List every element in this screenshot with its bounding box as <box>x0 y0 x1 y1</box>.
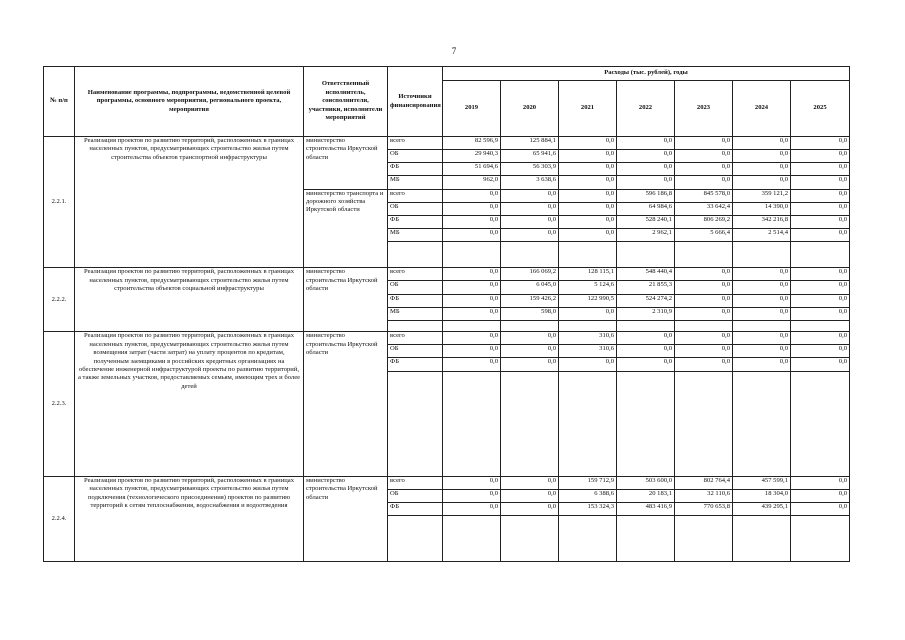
expense-value: 0,0 <box>501 476 559 489</box>
expense-value: 0,0 <box>559 176 617 189</box>
expense-value: 528 240,1 <box>617 215 675 228</box>
expense-value: 310,6 <box>559 332 617 345</box>
empty-cell <box>443 371 501 476</box>
expense-value: 0,0 <box>559 189 617 202</box>
empty-cell <box>559 516 617 562</box>
funding-source: ОБ <box>388 281 443 294</box>
expense-value: 0,0 <box>675 294 733 307</box>
item-name: Реализация проектов по развитию территорий, расположенных в границах населенных пунктов, предусматривающих строительство жилья путем строительства объектов социальной инфраструктуры <box>75 268 304 332</box>
expense-value: 2 962,1 <box>617 228 675 241</box>
expense-value: 0,0 <box>617 332 675 345</box>
empty-cell <box>388 371 443 476</box>
expense-value: 0,0 <box>501 332 559 345</box>
expense-value: 806 269,2 <box>675 215 733 228</box>
expense-value: 0,0 <box>675 358 733 371</box>
expense-value: 0,0 <box>501 502 559 515</box>
expense-value: 0,0 <box>791 228 850 241</box>
expense-value: 0,0 <box>443 294 501 307</box>
expense-value: 0,0 <box>617 163 675 176</box>
funding-source: МБ <box>388 228 443 241</box>
header-no: № п/п <box>44 67 75 137</box>
page-number: 7 <box>451 46 457 56</box>
expense-value: 14 390,0 <box>733 202 791 215</box>
expense-value: 0,0 <box>501 202 559 215</box>
expense-value: 0,0 <box>501 215 559 228</box>
empty-cell <box>501 242 559 268</box>
header-name: Наименование программы, подпрограммы, ведомственной целевой программы, основного мероприятия, регионального проекта, мероприятия <box>75 67 304 137</box>
funding-source: ФБ <box>388 163 443 176</box>
item-executor: министерство строительства Иркутской области <box>304 268 388 332</box>
expense-value: 962,0 <box>443 176 501 189</box>
empty-cell <box>501 320 559 331</box>
empty-cell <box>791 516 850 562</box>
table-row <box>44 268 850 281</box>
expenditure-table <box>43 66 850 562</box>
expense-value: 0,0 <box>559 202 617 215</box>
expense-value: 0,0 <box>733 281 791 294</box>
expense-value: 0,0 <box>791 202 850 215</box>
empty-cell <box>559 320 617 331</box>
item-code: 2.2.4. <box>44 476 75 561</box>
empty-cell <box>501 516 559 562</box>
expense-value: 0,0 <box>443 307 501 320</box>
expense-value: 0,0 <box>675 176 733 189</box>
funding-source: ОБ <box>388 202 443 215</box>
expense-value: 0,0 <box>733 294 791 307</box>
expense-value: 802 764,4 <box>675 476 733 489</box>
expense-value: 153 324,3 <box>559 502 617 515</box>
empty-cell <box>443 320 501 331</box>
funding-source: ОБ <box>388 345 443 358</box>
expense-value: 0,0 <box>791 358 850 371</box>
expense-value: 0,0 <box>791 294 850 307</box>
expense-value: 0,0 <box>443 202 501 215</box>
expense-value: 0,0 <box>559 307 617 320</box>
expense-value: 0,0 <box>617 358 675 371</box>
expense-value: 0,0 <box>733 137 791 150</box>
empty-cell <box>559 242 617 268</box>
expense-value: 0,0 <box>559 163 617 176</box>
expense-value: 0,0 <box>559 150 617 163</box>
expense-value: 29 940,3 <box>443 150 501 163</box>
expense-value: 0,0 <box>791 150 850 163</box>
expense-value: 0,0 <box>443 332 501 345</box>
expense-value: 0,0 <box>733 345 791 358</box>
empty-cell <box>791 371 850 476</box>
expense-value: 125 884,1 <box>501 137 559 150</box>
expense-value: 457 599,1 <box>733 476 791 489</box>
expense-value: 0,0 <box>443 489 501 502</box>
expense-value: 0,0 <box>559 358 617 371</box>
expense-value: 0,0 <box>675 332 733 345</box>
item-name: Реализация проектов по развитию территорий, расположенных в границах населенных пунктов, предусматривающих строительство жилья путем подключения (технологического присоединения) проектов по развитию территорий к сетям теплоснабжения, водоснабжения и водоотведения <box>75 476 304 561</box>
expense-value: 770 653,8 <box>675 502 733 515</box>
expense-value: 21 855,3 <box>617 281 675 294</box>
funding-source: всего <box>388 268 443 281</box>
expense-value: 0,0 <box>617 176 675 189</box>
header-year: 2025 <box>791 81 850 137</box>
item-name: Реализация проектов по развитию территорий, расположенных в границах населенных пунктов, предусматривающих строительство жилья путем возмещения затрат (части затрат) на уплату процентов по кредитам, полученным заемщиками в российских кредитных организациях на обеспечение инженерной инфраструктурой проекты по развитию территорий, а также земельных участков, предоставляемых семьям, имеющим трех и более детей <box>75 332 304 476</box>
empty-cell <box>733 320 791 331</box>
empty-cell <box>675 320 733 331</box>
expense-value: 0,0 <box>675 345 733 358</box>
expense-value: 598,0 <box>501 307 559 320</box>
expense-value: 2 514,4 <box>733 228 791 241</box>
expense-value: 503 600,0 <box>617 476 675 489</box>
expense-value: 359 121,2 <box>733 189 791 202</box>
expense-value: 0,0 <box>443 268 501 281</box>
table-row <box>44 332 850 345</box>
expense-value: 0,0 <box>733 358 791 371</box>
expense-value: 0,0 <box>791 137 850 150</box>
expense-value: 51 694,6 <box>443 163 501 176</box>
empty-cell <box>443 516 501 562</box>
expense-value: 0,0 <box>791 489 850 502</box>
expense-value: 65 941,6 <box>501 150 559 163</box>
funding-source: ФБ <box>388 215 443 228</box>
expense-value: 0,0 <box>501 228 559 241</box>
expense-value: 0,0 <box>733 307 791 320</box>
funding-source: МБ <box>388 307 443 320</box>
expense-value: 56 303,9 <box>501 163 559 176</box>
expense-value: 18 304,0 <box>733 489 791 502</box>
header-year: 2019 <box>443 81 501 137</box>
empty-cell <box>791 320 850 331</box>
empty-cell <box>617 320 675 331</box>
expense-value: 0,0 <box>791 281 850 294</box>
expense-value: 0,0 <box>791 189 850 202</box>
expense-value: 0,0 <box>675 268 733 281</box>
expense-value: 0,0 <box>501 489 559 502</box>
empty-cell <box>501 371 559 476</box>
header-year: 2023 <box>675 81 733 137</box>
empty-cell <box>388 242 443 268</box>
header-expenses: Расходы (тыс. рублей), годы <box>443 67 850 81</box>
empty-cell <box>733 516 791 562</box>
expense-value: 596 186,8 <box>617 189 675 202</box>
empty-cell <box>617 242 675 268</box>
header-year: 2020 <box>501 81 559 137</box>
empty-cell <box>559 371 617 476</box>
empty-cell <box>443 242 501 268</box>
expense-value: 548 440,4 <box>617 268 675 281</box>
expense-value: 0,0 <box>733 176 791 189</box>
expense-value: 0,0 <box>617 137 675 150</box>
empty-cell <box>388 320 443 331</box>
expense-value: 159 712,9 <box>559 476 617 489</box>
item-code: 2.2.2. <box>44 268 75 332</box>
expense-value: 0,0 <box>617 150 675 163</box>
expense-value: 0,0 <box>443 215 501 228</box>
empty-cell <box>791 242 850 268</box>
funding-source: всего <box>388 332 443 345</box>
expense-value: 0,0 <box>501 345 559 358</box>
expense-value: 159 426,2 <box>501 294 559 307</box>
funding-source: всего <box>388 476 443 489</box>
expense-value: 0,0 <box>443 358 501 371</box>
header-year: 2022 <box>617 81 675 137</box>
expense-value: 82 596,9 <box>443 137 501 150</box>
expense-value: 439 295,1 <box>733 502 791 515</box>
empty-cell <box>675 516 733 562</box>
expense-value: 0,0 <box>443 345 501 358</box>
expense-value: 0,0 <box>501 358 559 371</box>
header-year: 2021 <box>559 81 617 137</box>
expense-value: 5 124,6 <box>559 281 617 294</box>
expense-value: 0,0 <box>791 176 850 189</box>
empty-cell <box>733 242 791 268</box>
expense-value: 0,0 <box>791 502 850 515</box>
expense-value: 5 666,4 <box>675 228 733 241</box>
expense-value: 6 045,0 <box>501 281 559 294</box>
empty-cell <box>675 242 733 268</box>
expense-value: 0,0 <box>559 215 617 228</box>
expense-value: 0,0 <box>675 137 733 150</box>
funding-source: МБ <box>388 176 443 189</box>
item-executor: министерство транспорта и дорожного хозяйства Иркутской области <box>304 189 388 268</box>
expense-value: 0,0 <box>443 476 501 489</box>
table-row <box>44 137 850 150</box>
empty-cell <box>617 371 675 476</box>
funding-source: всего <box>388 137 443 150</box>
expense-value: 0,0 <box>791 476 850 489</box>
expense-value: 0,0 <box>733 150 791 163</box>
expense-value: 3 638,6 <box>501 176 559 189</box>
funding-source: ОБ <box>388 489 443 502</box>
expense-value: 0,0 <box>675 307 733 320</box>
expense-value: 0,0 <box>733 268 791 281</box>
expense-value: 0,0 <box>443 189 501 202</box>
expense-value: 0,0 <box>501 189 559 202</box>
item-code: 2.2.1. <box>44 137 75 268</box>
expense-value: 0,0 <box>675 163 733 176</box>
expense-value: 310,6 <box>559 345 617 358</box>
expense-value: 2 310,9 <box>617 307 675 320</box>
expense-value: 0,0 <box>791 332 850 345</box>
expense-value: 128 115,1 <box>559 268 617 281</box>
expense-value: 0,0 <box>791 345 850 358</box>
expense-value: 166 069,2 <box>501 268 559 281</box>
header-source: Источники финансирования <box>388 67 443 137</box>
expense-value: 122 990,5 <box>559 294 617 307</box>
item-executor: министерство строительства Иркутской области <box>304 137 388 190</box>
expense-value: 0,0 <box>443 228 501 241</box>
expense-value: 6 388,6 <box>559 489 617 502</box>
expense-value: 0,0 <box>791 163 850 176</box>
table-row <box>44 476 850 489</box>
expense-value: 0,0 <box>675 281 733 294</box>
item-name: Реализация проектов по развитию территорий, расположенных в границах населенных пунктов, предусматривающих строительство жилья путем строительства объектов транспортной инфраструктуры <box>75 137 304 268</box>
expense-value: 0,0 <box>617 345 675 358</box>
expense-value: 0,0 <box>443 281 501 294</box>
funding-source: ФБ <box>388 502 443 515</box>
empty-cell <box>617 516 675 562</box>
expense-value: 524 274,2 <box>617 294 675 307</box>
expense-value: 0,0 <box>675 150 733 163</box>
expense-value: 0,0 <box>559 228 617 241</box>
expense-value: 0,0 <box>733 332 791 345</box>
expense-value: 0,0 <box>443 502 501 515</box>
funding-source: ФБ <box>388 294 443 307</box>
empty-cell <box>675 371 733 476</box>
item-executor: министерство строительства Иркутской области <box>304 476 388 561</box>
item-code: 2.2.3. <box>44 332 75 476</box>
header-executor: Ответственный исполнитель, соисполнители, участники, исполнители мероприятий <box>304 67 388 137</box>
expense-value: 0,0 <box>791 307 850 320</box>
expense-value: 0,0 <box>791 268 850 281</box>
expense-value: 0,0 <box>733 163 791 176</box>
empty-cell <box>388 516 443 562</box>
expense-value: 845 578,0 <box>675 189 733 202</box>
expense-value: 0,0 <box>559 137 617 150</box>
expense-value: 20 183,1 <box>617 489 675 502</box>
expense-value: 32 110,6 <box>675 489 733 502</box>
expense-value: 33 642,4 <box>675 202 733 215</box>
expense-value: 64 984,6 <box>617 202 675 215</box>
header-year: 2024 <box>733 81 791 137</box>
empty-cell <box>733 371 791 476</box>
item-executor: министерство строительства Иркутской области <box>304 332 388 476</box>
funding-source: ФБ <box>388 358 443 371</box>
expense-value: 483 416,9 <box>617 502 675 515</box>
expense-value: 342 216,8 <box>733 215 791 228</box>
expense-value: 0,0 <box>791 215 850 228</box>
funding-source: всего <box>388 189 443 202</box>
funding-source: ОБ <box>388 150 443 163</box>
